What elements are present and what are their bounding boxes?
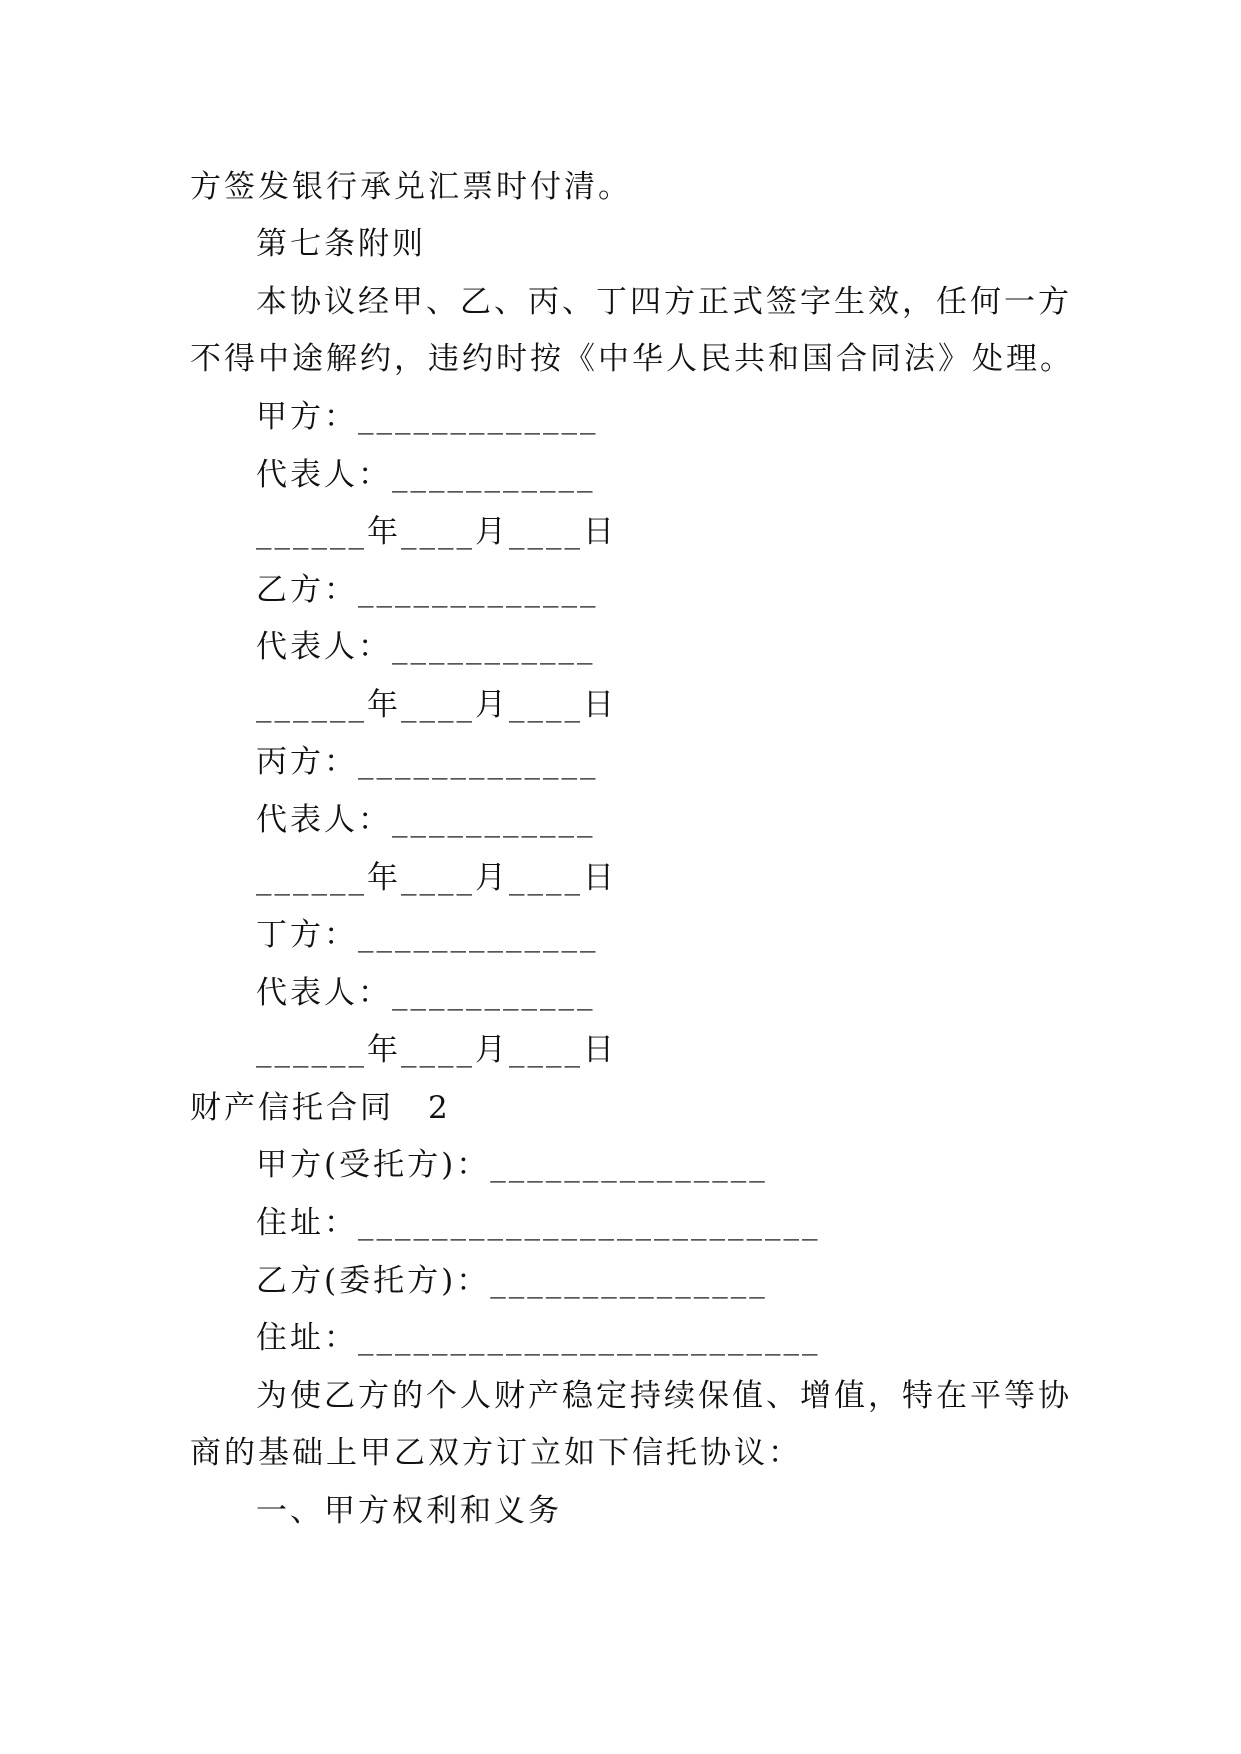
text-line: 本协议经甲、乙、丙、丁四方正式签字生效，任何一方 bbox=[256, 284, 1072, 320]
party-a-field: 甲方(受托方)：_______________ bbox=[256, 1147, 768, 1183]
text-line: 不得中途解约，违约时按《中华人民共和国合同法》处理。 bbox=[190, 341, 1074, 377]
section-heading: 一、甲方权利和义务 bbox=[256, 1493, 562, 1529]
text-line: 为使乙方的个人财产稳定持续保值、增值，特在平等协 bbox=[256, 1378, 1072, 1414]
signature-line-representative: 代表人：___________ bbox=[256, 802, 596, 838]
text-line: 方签发银行承兑汇票时付清。 bbox=[190, 169, 632, 205]
signature-line-party-c: 丙方：_____________ bbox=[256, 744, 599, 780]
date-line: ______年____月____日 bbox=[256, 514, 617, 550]
date-line: ______年____月____日 bbox=[256, 860, 617, 896]
signature-line-party-d: 丁方：_____________ bbox=[256, 917, 599, 953]
signature-line-representative: 代表人：___________ bbox=[256, 457, 596, 493]
address-field: 住址：_________________________ bbox=[256, 1320, 821, 1356]
date-line: ______年____月____日 bbox=[256, 687, 617, 723]
date-line: ______年____月____日 bbox=[256, 1032, 617, 1068]
signature-line-party-a: 甲方：_____________ bbox=[256, 399, 599, 435]
signature-line-representative: 代表人：___________ bbox=[256, 975, 596, 1011]
text-line: 商的基础上甲乙双方订立如下信托协议： bbox=[190, 1435, 802, 1471]
signature-line-party-b: 乙方：_____________ bbox=[256, 572, 599, 608]
contract-title: 财产信托合同 2 bbox=[190, 1090, 451, 1126]
section-heading: 第七条附则 bbox=[256, 226, 426, 262]
address-field: 住址：_________________________ bbox=[256, 1205, 821, 1241]
signature-line-representative: 代表人：___________ bbox=[256, 629, 596, 665]
party-b-field: 乙方(委托方)：_______________ bbox=[256, 1263, 768, 1299]
